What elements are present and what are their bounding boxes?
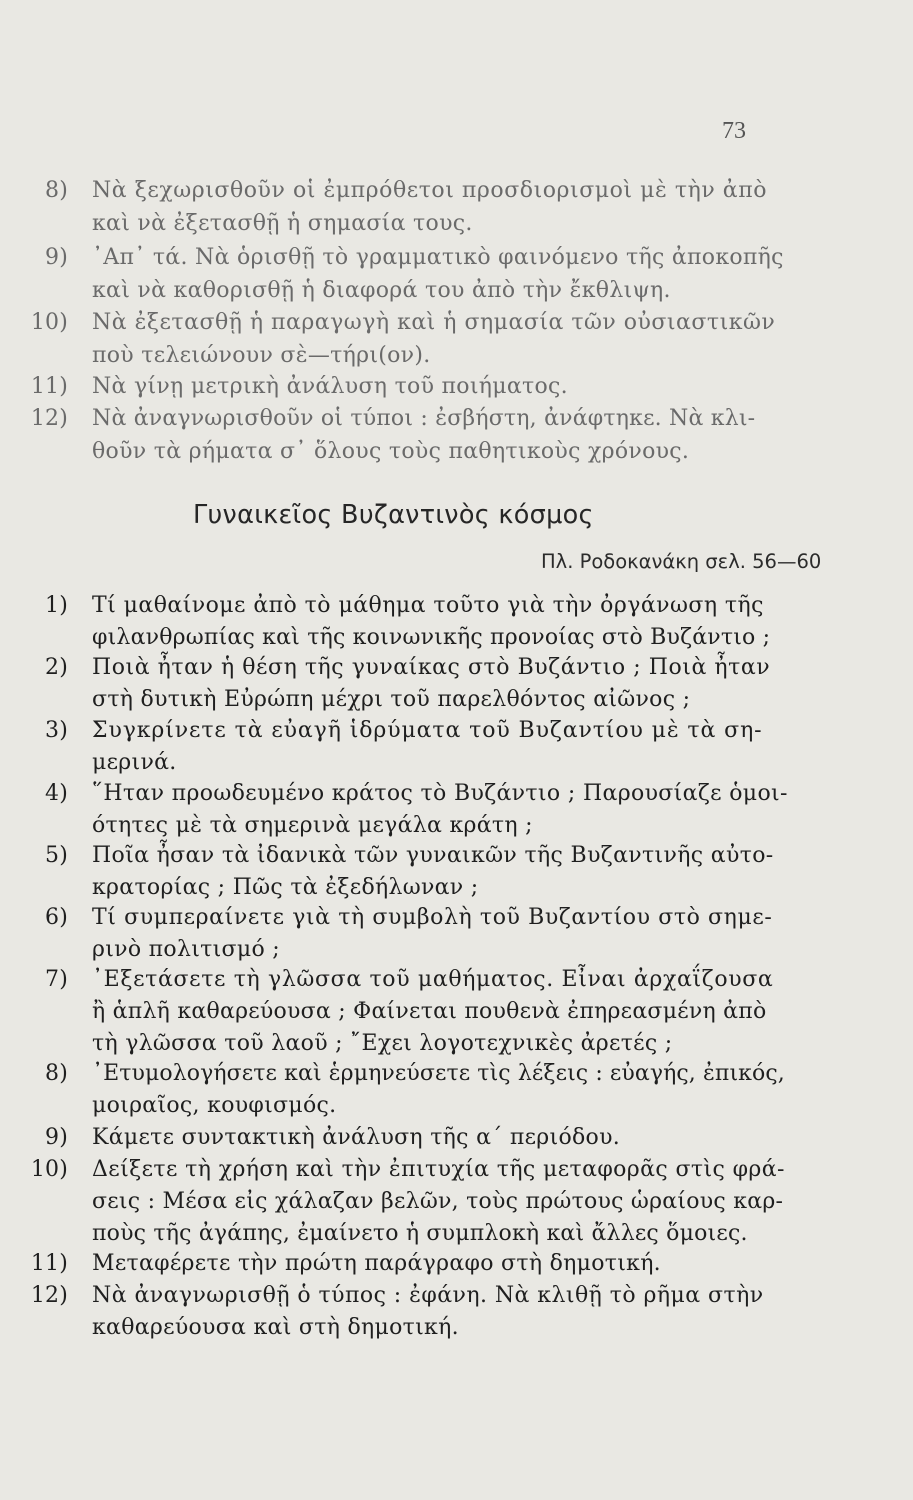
item-text-line: καθαρεύουσα καὶ στὴ δημοτική. bbox=[92, 1315, 459, 1340]
item-number: 4) bbox=[45, 781, 68, 806]
item-number: 5) bbox=[45, 843, 68, 868]
item-number: 11) bbox=[30, 374, 68, 399]
item-text-line: Δείξετε τὴ χρήση καὶ τὴν ἐπιτυχία τῆς μεταφορᾶς στὶς φρά- bbox=[92, 1157, 785, 1182]
item-text-line: μοιραῖος, κουφισμός. bbox=[92, 1093, 337, 1118]
item-text-line: μερινά. bbox=[92, 750, 177, 775]
item-text-line: Νὰ γίνῃ μετρικὴ ἀνάλυση τοῦ ποιήματος. bbox=[92, 374, 568, 399]
item-text-line: φιλανθρωπίας καὶ τῆς κοινωνικῆς προνοίας στὸ Βυζάντιο ; bbox=[92, 625, 771, 650]
item-text-line: ἢ ἁπλῆ καθαρεύουσα ; Φαίνεται πουθενὰ ἐπηρεασμένη ἀπὸ bbox=[92, 999, 767, 1024]
item-number: 9) bbox=[45, 1125, 68, 1150]
item-number: 8) bbox=[45, 1061, 68, 1086]
item-text-line: Συγκρίνετε τὰ εὐαγῆ ἱδρύματα τοῦ Βυζαντίου μὲ τὰ ση- bbox=[92, 718, 763, 743]
item-number: 2) bbox=[45, 655, 68, 680]
item-text-line: στὴ δυτικὴ Εὐρώπη μέχρι τοῦ παρελθόντος αἰῶνος ; bbox=[92, 687, 691, 712]
item-text-line: Νὰ ἀναγνωρισθῇ ὁ τύπος : ἐφάνη. Νὰ κλιθῇ τὸ ρῆμα στὴν bbox=[92, 1283, 764, 1308]
item-text-line: τὴ γλῶσσα τοῦ λαοῦ ; ῎Εχει λογοτεχνικὲς ἀρετές ; bbox=[92, 1031, 673, 1056]
item-number: 8) bbox=[45, 178, 68, 203]
item-number: 11) bbox=[30, 1251, 68, 1276]
item-text-line: σεις : Μέσα εἰς χάλαζαν βελῶν, τοὺς πρώτους ὡραίους καρ- bbox=[92, 1189, 784, 1214]
item-number: 3) bbox=[45, 718, 68, 743]
item-number: 12) bbox=[30, 406, 68, 431]
item-text-line: Τί συμπεραίνετε γιὰ τὴ συμβολὴ τοῦ Βυζαντίου στὸ σημε- bbox=[92, 905, 773, 930]
item-text-line: Τί μαθαίνομε ἀπὸ τὸ μάθημα τοῦτο γιὰ τὴν ὀργάνωση τῆς bbox=[92, 593, 764, 618]
source-reference: Πλ. Ροδοκανάκη σελ. 56—60 bbox=[541, 550, 822, 573]
item-text-line: ποὺ τελειώνουν σὲ—τήρι(ον). bbox=[92, 343, 431, 368]
item-text-line: Ποῖα ἦσαν τὰ ἰδανικὰ τῶν γυναικῶν τῆς Βυζαντινῆς αὐτο- bbox=[92, 843, 774, 868]
item-text-line: Ποιὰ ἦταν ἡ θέση τῆς γυναίκας στὸ Βυζάντιο ; Ποιὰ ἦταν bbox=[92, 655, 771, 680]
item-text-line: θοῦν τὰ ρήματα σ᾿ ὅλους τοὺς παθητικοὺς χρόνους. bbox=[92, 439, 690, 464]
item-text-line: Κάμετε συντακτικὴ ἀνάλυση τῆς α΄ περιόδου. bbox=[92, 1125, 621, 1150]
item-text-line: Νὰ ἐξετασθῇ ἡ παραγωγὴ καὶ ἡ σημασία τῶν οὐσιαστικῶν bbox=[92, 310, 776, 335]
item-text-line: καὶ νὰ ἐξετασθῇ ἡ σημασία τους. bbox=[92, 211, 473, 236]
section-heading: Γυναικεῖος Βυζαντινὸς κόσμος bbox=[193, 500, 594, 530]
page-number: 73 bbox=[722, 118, 746, 144]
item-text-line: ᾿Ετυμολογήσετε καὶ ἑρμηνεύσετε τὶς λέξεις : εὐαγής, ἐπικός, bbox=[92, 1061, 785, 1086]
item-text-line: ᾿Εξετάσετε τὴ γλῶσσα τοῦ μαθήματος. Εἶναι ἀρχαΐζουσα bbox=[92, 967, 774, 992]
item-number: 9) bbox=[45, 245, 68, 270]
item-number: 10) bbox=[30, 1157, 68, 1182]
item-text-line: Νὰ ἀναγνωρισθοῦν οἱ τύποι : ἐσβήστη, ἀνάφτηκε. Νὰ κλι- bbox=[92, 406, 756, 431]
item-text-line: ποὺς τῆς ἀγάπης, ἐμαίνετο ἡ συμπλοκὴ καὶ ἄλλες ὅμοιες. bbox=[92, 1221, 748, 1246]
item-text-line: Νὰ ξεχωρισθοῦν οἱ ἐμπρόθετοι προσδιορισμοὶ μὲ τὴν ἀπὸ bbox=[92, 178, 768, 203]
item-number: 6) bbox=[45, 905, 68, 930]
item-number: 1) bbox=[45, 593, 68, 618]
item-text-line: ρινὸ πολιτισμό ; bbox=[92, 937, 281, 962]
item-text-line: ᾿Απ᾿ τά. Νὰ ὁρισθῇ τὸ γραμματικὸ φαινόμενο τῆς ἀποκοπῆς bbox=[92, 245, 784, 270]
item-number: 7) bbox=[45, 967, 68, 992]
item-text-line: ότητες μὲ τὰ σημερινὰ μεγάλα κράτη ; bbox=[92, 813, 533, 838]
item-text-line: κρατορίας ; Πῶς τὰ ἐξεδήλωναν ; bbox=[92, 875, 479, 900]
item-text-line: καὶ νὰ καθορισθῇ ἡ διαφορά του ἀπὸ τὴν ἔκθλιψη. bbox=[92, 278, 671, 303]
item-text-line: ῞Ηταν προωδευμένο κράτος τὸ Βυζάντιο ; Παρουσίαζε ὁμοι- bbox=[92, 781, 788, 806]
item-text-line: Μεταφέρετε τὴν πρώτη παράγραφο στὴ δημοτική. bbox=[92, 1251, 661, 1276]
item-number: 10) bbox=[30, 310, 68, 335]
item-number: 12) bbox=[30, 1283, 68, 1308]
